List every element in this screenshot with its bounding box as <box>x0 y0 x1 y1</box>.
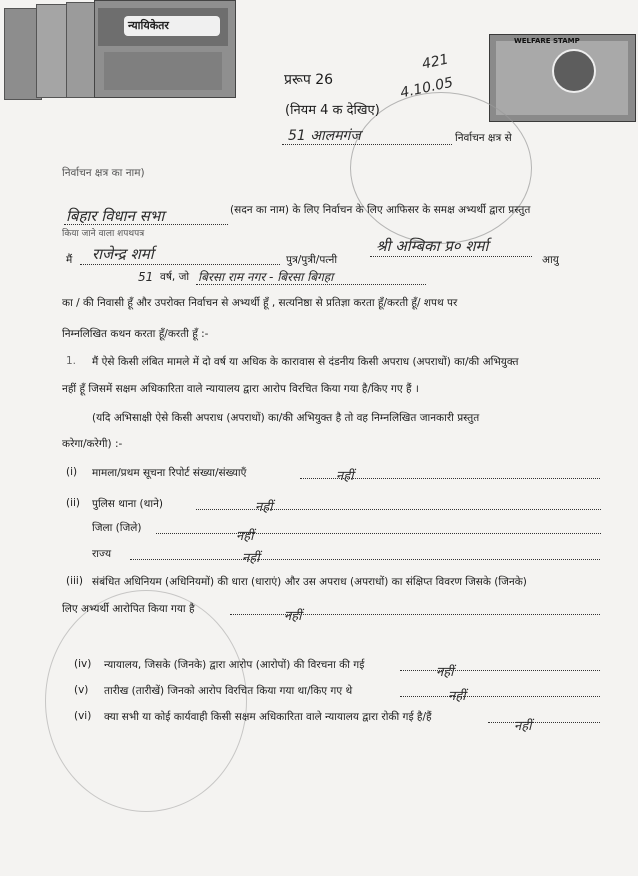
item-vi-answer: नहीं <box>514 719 532 734</box>
affidavit-label: किया जाने वाला शपथपत्र <box>62 229 145 239</box>
intro-line4: निम्नलिखित कथन करता हूँ/करती हूँ :- <box>62 328 209 340</box>
item-ii-text: पुलिस थाना (थाने) <box>92 498 164 510</box>
item-v-text: तारीख (तारीखें) जिनको आरोप विरचित किया गया था/किए गए थे <box>104 685 353 697</box>
item-ii-answer: नहीं <box>255 500 273 515</box>
welfare-stamp: WELFARE STAMP <box>489 34 636 122</box>
father-name-hand: श्री अम्बिका प्र० शर्मा <box>376 237 489 255</box>
relation-text: पुत्र/पुत्री/पत्नी <box>286 254 338 266</box>
constituency-name-label: निर्वाचन क्षत्र का नाम) <box>62 167 145 179</box>
address-hand: बिरसा राम नगर - बिरसा बिगहा <box>198 270 334 284</box>
age-hand: 51 <box>138 270 154 284</box>
receipt-number: 421 <box>420 51 451 73</box>
constituency-hand: 51 आलमगंज <box>288 128 361 144</box>
clause-line1: मैं ऐसे किसी लंबित मामले में दो वर्ष या अधिक के कारावास से दंडनीय किसी अपराध (अपराधों) का/की अभियुक्त <box>92 356 519 368</box>
item-district-answer: नहीं <box>236 529 254 544</box>
item-iv-num: (iv) <box>74 658 92 670</box>
item-vi-num: (vi) <box>74 710 92 722</box>
rule-reference: (नियम 4 क देखिए) <box>285 103 380 118</box>
item-iii-num: (iii) <box>66 575 83 587</box>
constituency-label: निर्वाचन क्षत्र से <box>455 132 512 144</box>
form-title: प्ररूप 26 <box>284 72 334 88</box>
receipt-date: 4.10.05 <box>398 74 455 102</box>
item-state-answer: नहीं <box>242 551 260 566</box>
round-seal-bottom <box>45 590 247 812</box>
item-i-num: (i) <box>66 466 78 478</box>
name-prefix: मैं <box>66 254 73 266</box>
item-ii-num: (ii) <box>66 497 81 509</box>
item-i-text: मामला/प्रथम सूचना रिपोर्ट संख्या/संख्याएँ <box>92 467 247 479</box>
item-v-answer: नहीं <box>448 689 466 704</box>
clause-line4: करेगा/करेगी) :- <box>62 438 123 450</box>
intro-line3: का / की निवासी हूँ और उपरोक्त निर्वाचन से अभ्यर्थी हूँ , सत्यनिष्ठा से प्रतिज्ञा करता हूँ/करती हूँ/ शपथ पर <box>62 297 458 309</box>
item-iii-answer: नहीं <box>284 609 302 624</box>
age-text: आयु <box>542 254 559 266</box>
clause-number: 1. <box>66 355 77 367</box>
revenue-stamps <box>0 0 235 98</box>
stamp-label: न्यायिकेतर <box>128 19 169 32</box>
item-iii-text: संबंधित अधिनियम (अधिनियमों) की धारा (धाराएं) और उस अपराध (अपराधों) का संक्षिप्त विवरण जिसके (जिनके) <box>92 576 527 588</box>
item-iii-cont: लिए अभ्यर्थी आरोपित किया गया है <box>62 603 195 615</box>
item-district-text: जिला (जिले) <box>92 522 142 534</box>
item-iv-answer: नहीं <box>436 665 454 680</box>
item-state-text: राज्य <box>92 548 112 560</box>
item-iv-text: न्यायालय, जिसके (जिनके) द्वारा आरोप (आरोपों) की विरचना की गई <box>104 659 365 671</box>
item-vi-text: क्या सभी या कोई कार्यवाही किसी सक्षम अधिकारिता वाले न्यायालय द्वारा रोकी गई है/हैं <box>104 711 432 723</box>
house-text: (सदन का नाम) के लिए निर्वाचन के लिए आफिसर के समक्ष अभ्यर्थी द्वारा प्रस्तुत <box>230 204 531 216</box>
item-v-num: (v) <box>74 684 89 696</box>
item-i-answer: नहीं <box>336 469 354 484</box>
clause-line3: (यदि अभिसाक्षी ऐसे किसी अपराध (अपराधों) का/की अभियुक्त है तो वह निम्नलिखित जानकारी प्रस्तुत <box>92 412 480 424</box>
house-name-hand: बिहार विधान सभा <box>66 207 165 225</box>
clause-line2: नहीं हूँ जिसमें सक्षम अधिकारिता वाले न्यायालय द्वारा आरोप विरचित किया गया है/किए गए हैं । <box>62 383 419 395</box>
years-text: वर्ष, जो <box>160 271 190 283</box>
candidate-name-hand: राजेन्द्र शर्मा <box>92 245 154 263</box>
